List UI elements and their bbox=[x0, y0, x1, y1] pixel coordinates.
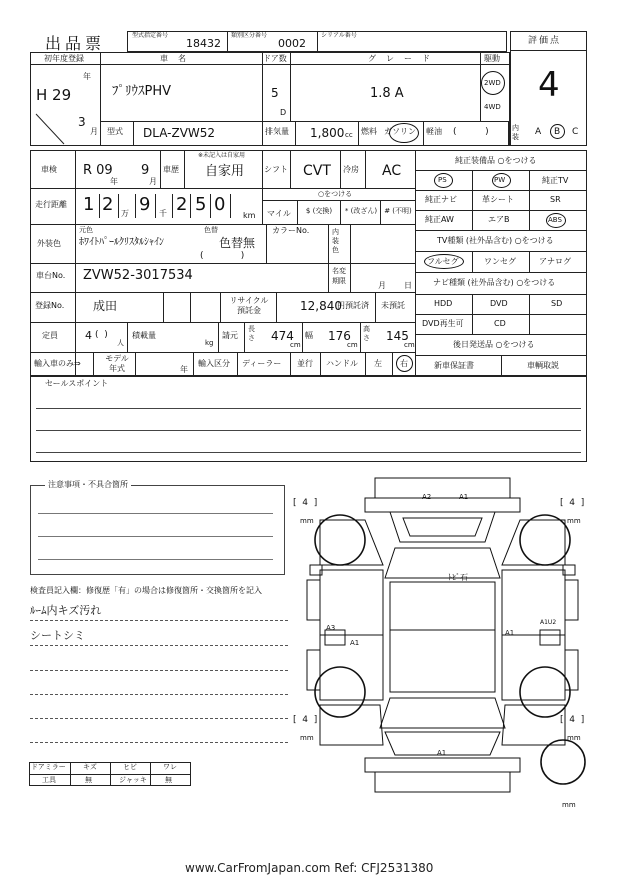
interior-label: 内装 bbox=[512, 124, 519, 141]
tv-analog: アナログ bbox=[539, 257, 571, 266]
mark-front-bumper-right: A1 bbox=[459, 493, 469, 501]
tire-unit-fl: mm bbox=[300, 517, 314, 525]
load-label: 積載量 bbox=[132, 331, 156, 340]
grade-value: 1.8 A bbox=[370, 86, 404, 101]
mileage-digit-5: 5 bbox=[195, 194, 207, 215]
tire-front-right: [ 4 ] bbox=[560, 498, 585, 508]
drive-2wd: 2WD bbox=[484, 79, 501, 87]
sales-point-label: セールスポイント bbox=[45, 379, 109, 388]
tire-unit-spare: mm bbox=[562, 801, 576, 809]
tire-rear-right: [ 4 ] bbox=[560, 715, 585, 725]
mileage-sen-unit: 千 bbox=[159, 209, 167, 218]
handle-left: 左 bbox=[374, 359, 382, 368]
inspection-label: 車検 bbox=[41, 165, 57, 174]
class-no-label: 類別区分番号 bbox=[231, 32, 268, 39]
chassis-label: 車台No. bbox=[36, 271, 66, 280]
load-unit: kg bbox=[205, 339, 214, 347]
car-name-label: 車名 bbox=[160, 54, 196, 63]
mark-right-sill: A1U2 bbox=[540, 619, 557, 626]
import-type-label: 輸入区分 bbox=[198, 359, 230, 368]
inspection-year-unit: 年 bbox=[110, 177, 118, 186]
import-parallel: 並行 bbox=[297, 359, 313, 368]
model-year-unit: 年 bbox=[180, 365, 188, 374]
type-no-value: 18432 bbox=[186, 37, 221, 50]
orig-color-value: ﾎﾜｲﾄﾊﾟｰﾙｸﾘｽﾀﾙｼｬｲﾝ bbox=[79, 237, 164, 248]
doors-type: D bbox=[280, 108, 287, 117]
name-change-month: 月 bbox=[378, 281, 386, 290]
color-no-label: カラーNo. bbox=[272, 226, 310, 235]
mileage-man-unit: 万 bbox=[121, 209, 129, 218]
doors-value: 5 bbox=[271, 86, 279, 100]
mark-rear-bumper: A1 bbox=[437, 749, 447, 757]
tools-header-crack: ヒビ bbox=[123, 763, 137, 771]
docs-manual: 車輌取説 bbox=[527, 361, 559, 370]
inspector-line-2: シートシミ bbox=[30, 629, 85, 642]
shift-label: シフト bbox=[264, 165, 288, 174]
docs-label: 後日発送品 ○をつける bbox=[453, 340, 535, 349]
equip-tv: 純正TV bbox=[542, 176, 569, 185]
mileage-digit-6: 0 bbox=[214, 194, 226, 215]
inspection-month: 9 bbox=[141, 163, 150, 178]
car-diagram bbox=[295, 470, 590, 810]
capacity-value: 4 bbox=[85, 329, 92, 342]
equip-pw: PW bbox=[494, 176, 506, 184]
score-value: 4 bbox=[538, 65, 560, 105]
recycle-label: リサイクル預託金 bbox=[229, 296, 269, 315]
cooling-value: AC bbox=[382, 163, 402, 179]
mark-windscreen: ﾄﾋﾞ石 bbox=[448, 573, 468, 582]
height-label: 高さ bbox=[363, 325, 370, 342]
shift-value: CVT bbox=[303, 163, 331, 179]
displacement-value: 1,800 bbox=[310, 126, 345, 140]
doors-label: ドア数 bbox=[263, 54, 287, 63]
mark-right-door: A1 bbox=[505, 629, 515, 637]
mileage-note: ○をつける bbox=[318, 190, 353, 198]
tools-header-mirror: ドアミラー bbox=[31, 763, 66, 771]
interior-color-label: 内装色 bbox=[332, 228, 339, 254]
color-label: 外装色 bbox=[37, 239, 61, 248]
docs-warranty: 新車保証書 bbox=[434, 361, 474, 370]
tools-tool: 工具 bbox=[42, 776, 56, 784]
mark-front-bumper-left: A2 bbox=[422, 493, 432, 501]
interior-grade-a: A bbox=[535, 127, 542, 137]
reg-no-label: 登録No. bbox=[35, 301, 65, 310]
import-label: 輸入車のみ⇒ bbox=[34, 359, 81, 368]
equip-ps: PS bbox=[438, 176, 447, 184]
tools-jack: ジャッキ bbox=[119, 776, 147, 784]
grade-label: グレード bbox=[368, 54, 440, 63]
orig-color-label: 元色 bbox=[79, 226, 93, 234]
equip-sr: SR bbox=[550, 195, 561, 204]
request-label: 請元 bbox=[222, 331, 238, 340]
first-reg-era: H 29 bbox=[36, 86, 72, 104]
fuel-label: 燃料 bbox=[361, 127, 377, 136]
navi-sd: SD bbox=[551, 299, 563, 308]
sales-point-box bbox=[30, 376, 587, 462]
mileage-option-mile: マイル bbox=[267, 209, 291, 218]
navi-dvd-playback: DVD再生可 bbox=[422, 319, 464, 328]
width-unit: cm bbox=[347, 341, 358, 349]
navi-hdd: HDD bbox=[434, 299, 453, 308]
tools-header-scratch: キズ bbox=[83, 763, 97, 771]
color-change-label: 色替 bbox=[204, 226, 218, 234]
history-label: 車歴 bbox=[163, 165, 179, 174]
inspection-month-unit: 月 bbox=[149, 177, 157, 186]
equip-navi: 純正ナビ bbox=[425, 195, 457, 204]
equip-abs: ABS bbox=[548, 216, 562, 224]
tools-header-break: ワレ bbox=[163, 763, 177, 771]
handle-right: 右 bbox=[400, 359, 408, 368]
tv-oneseg: ワンセグ bbox=[484, 257, 516, 266]
name-change-label: 名変期限 bbox=[332, 267, 346, 285]
interior-grade-c: C bbox=[572, 127, 579, 137]
history-note: ※未記入は自家用 bbox=[198, 152, 246, 159]
footer-watermark: www.CarFromJapan.com Ref: CFJ2531380 bbox=[185, 861, 434, 875]
fuel-diesel-label: 軽油 bbox=[426, 127, 442, 136]
mileage-digit-2: 2 bbox=[102, 194, 114, 215]
mark-left-rear-door: A1 bbox=[350, 639, 360, 647]
width-value: 176 bbox=[328, 329, 351, 343]
length-value: 474 bbox=[271, 329, 294, 343]
fuel-gasoline: ガソリン bbox=[384, 127, 416, 136]
recycle-amount: 12,840 bbox=[300, 299, 342, 313]
length-unit: cm bbox=[290, 341, 301, 349]
name-change-day: 日 bbox=[404, 281, 412, 290]
first-reg-month-unit: 月 bbox=[90, 127, 98, 136]
chassis-value: ZVW52-3017534 bbox=[83, 268, 193, 283]
mileage-label: 走行距離 bbox=[35, 200, 67, 209]
cooling-label: 冷房 bbox=[343, 165, 359, 174]
first-reg-label: 初年度登録 bbox=[44, 54, 84, 63]
notes-box bbox=[30, 485, 285, 575]
type-no-label: 型式指定番号 bbox=[132, 32, 169, 39]
handle-label: ハンドル bbox=[326, 359, 358, 368]
tv-fullseg: フルセグ bbox=[427, 257, 459, 266]
capacity-label: 定員 bbox=[42, 331, 58, 340]
length-label: 長さ bbox=[248, 325, 255, 342]
drive-4wd: 4WD bbox=[484, 103, 501, 111]
car-name: ﾌﾟﾘｳｽPHV bbox=[112, 84, 172, 99]
equip-leather: 革シート bbox=[482, 195, 514, 204]
import-dealer: ディーラー bbox=[242, 359, 282, 368]
width-label: 幅 bbox=[305, 331, 313, 340]
notes-label: 注意事項・不具合箇所 bbox=[45, 481, 131, 489]
history-value: 自家用 bbox=[205, 164, 245, 179]
navi-type-label: ナビ種類 (社外品含む) ○をつける bbox=[433, 278, 556, 287]
factory-equip-label: 純正装備品 ○をつける bbox=[455, 156, 537, 165]
height-unit: cm bbox=[404, 341, 415, 349]
score-label: 評価点 bbox=[528, 36, 562, 46]
tools-tool-value: 無 bbox=[85, 776, 92, 784]
recycle-unpaid: 未預託 bbox=[381, 301, 405, 310]
model-year-label: モデル年式 bbox=[105, 354, 129, 373]
mileage-unit: km bbox=[243, 211, 256, 220]
reg-no-value: 成田 bbox=[93, 299, 118, 313]
model-label: 型式 bbox=[107, 127, 123, 136]
equip-aw: 純正AW bbox=[425, 215, 454, 224]
mark-left-door: A3 bbox=[326, 624, 336, 632]
mileage-option-exchange: $ (交換) bbox=[305, 207, 333, 215]
model-value: DLA-ZVW52 bbox=[143, 126, 216, 140]
navi-dvd: DVD bbox=[490, 299, 508, 308]
mileage-option-tampered: * (改ざん) bbox=[344, 207, 378, 215]
first-reg-year-unit: 年 bbox=[83, 72, 91, 81]
capacity-unit: 人 bbox=[117, 339, 124, 347]
height-value: 145 bbox=[386, 329, 409, 343]
mileage-digit-1: 1 bbox=[83, 194, 95, 215]
tire-unit-rr: mm bbox=[567, 734, 581, 742]
first-reg-month: 3 bbox=[78, 115, 86, 129]
mileage-digit-3: 9 bbox=[139, 194, 151, 215]
navi-cd: CD bbox=[494, 319, 506, 328]
mileage-option-unknown: # (不明) bbox=[384, 207, 412, 215]
tv-type-label: TV種類 (社外品含む) ○をつける bbox=[437, 236, 554, 245]
inspection-era: R 09 bbox=[83, 163, 113, 178]
tire-unit-fr: mm bbox=[567, 517, 581, 525]
interior-grade-b: B bbox=[554, 127, 561, 137]
recycle-paid: 円預託済 bbox=[337, 301, 369, 310]
serial-no-label: シリアル番号 bbox=[321, 32, 357, 39]
class-no-value: 0002 bbox=[278, 37, 306, 50]
inspector-line-1: ﾙｰﾑ内キズ汚れ bbox=[30, 604, 102, 617]
inspector-note-label: 検査員記入欄：修復歴「有」の場合は修復箇所・交換箇所を記入 bbox=[30, 586, 262, 595]
tire-unit-rl: mm bbox=[300, 734, 314, 742]
displacement-unit: cc bbox=[345, 131, 353, 139]
equip-airbag: エアB bbox=[488, 215, 510, 224]
tire-front-left: [ 4 ] bbox=[293, 498, 318, 508]
tools-jack-value: 無 bbox=[165, 776, 172, 784]
displacement-label: 排気量 bbox=[265, 127, 289, 136]
sheet-title: 出品票 bbox=[45, 34, 106, 53]
mileage-digit-4: 2 bbox=[176, 194, 188, 215]
tire-rear-left: [ 4 ] bbox=[293, 715, 318, 725]
color-change-value: 色替無 bbox=[219, 236, 256, 250]
drive-label: 駆動 bbox=[484, 54, 500, 63]
